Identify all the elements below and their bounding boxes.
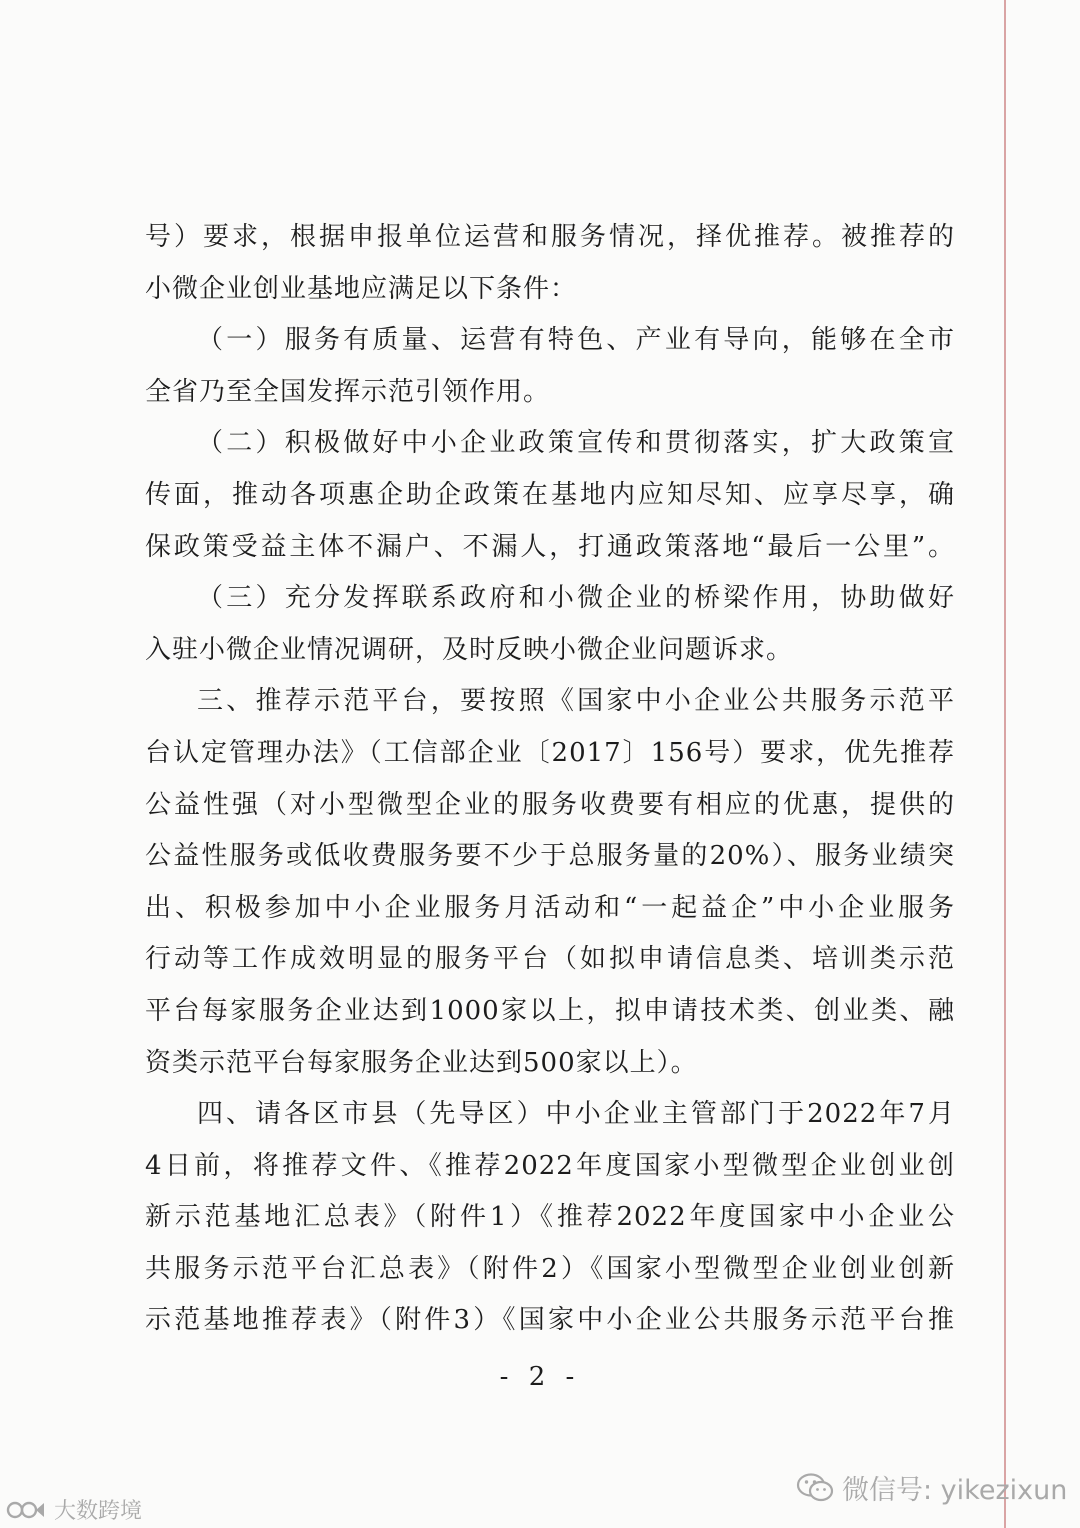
text-line: （一）服务有质量、运营有特色、产业有导向，能够在全市: [197, 325, 955, 356]
text-line: 传面，推动各项惠企助企政策在基地内应知尽知、应享尽享，确: [145, 479, 955, 510]
text-line: 公益性服务或低收费服务要不少于总服务量的20%）、服务业绩突: [145, 841, 955, 872]
text-line: 示范基地推荐表》（附件3）《国家中小企业公共服务示范平台推: [145, 1305, 955, 1336]
text-line: 台认定管理办法》（工信部企业〔2017〕156号）要求，优先推荐: [145, 737, 955, 768]
brand-watermark: [6, 1494, 142, 1525]
text-line: （三）充分发挥联系政府和小微企业的桥梁作用，协助做好: [197, 583, 955, 614]
wechat-icon: [796, 1472, 834, 1504]
margin-line: [1004, 0, 1006, 1528]
text-line: 小微企业创业基地应满足以下条件：: [145, 273, 578, 304]
text-line: 三、推荐示范平台，要按照《国家中小企业公共服务示范平: [197, 686, 955, 717]
text-line: 共服务示范平台汇总表》（附件2）《国家小型微型企业创业创新: [145, 1253, 955, 1284]
page-number: - 2 -: [499, 1362, 581, 1392]
brand-logo-icon: [6, 1497, 48, 1523]
text-line: 保政策受益主体不漏户、不漏人，打通政策落地“最后一公里”。: [145, 531, 955, 562]
text-line: 全省乃至全国发挥示范引领作用。: [145, 376, 551, 407]
wechat-watermark: [796, 1468, 1067, 1507]
text-line: 新示范基地汇总表》（附件1）《推荐2022年度国家中小企业公: [145, 1202, 955, 1233]
body-text: [145, 212, 955, 1347]
text-line: （二）积极做好中小企业政策宣传和贯彻落实，扩大政策宣: [197, 428, 955, 459]
text-line: 公益性强（对小型微型企业的服务收费要有相应的优惠，提供的: [145, 789, 955, 820]
text-line: 4日前，将推荐文件、《推荐2022年度国家小型微型企业创业创: [145, 1150, 955, 1181]
text-line: 资类示范平台每家服务企业达到500家以上）。: [145, 1047, 698, 1078]
text-line: 出、积极参加中小企业服务月活动和“一起益企”中小企业服务: [145, 892, 955, 923]
text-line: 号）要求，根据申报单位运营和服务情况，择优推荐。被推荐的: [145, 222, 955, 252]
text-line: 四、请各区市县（先导区）中小企业主管部门于2022年7月: [197, 1099, 955, 1130]
text-line: 行动等工作成效明显的服务平台（如拟申请信息类、培训类示范: [145, 944, 955, 975]
text-line: 平台每家服务企业达到1000家以上，拟申请技术类、创业类、融: [145, 995, 955, 1026]
wechat-id: 微信号: yikezixun: [842, 1475, 1068, 1506]
brand-name: 大数跨境: [54, 1499, 143, 1524]
text-line: 入驻小微企业情况调研，及时反映小微企业问题诉求。: [145, 634, 794, 665]
